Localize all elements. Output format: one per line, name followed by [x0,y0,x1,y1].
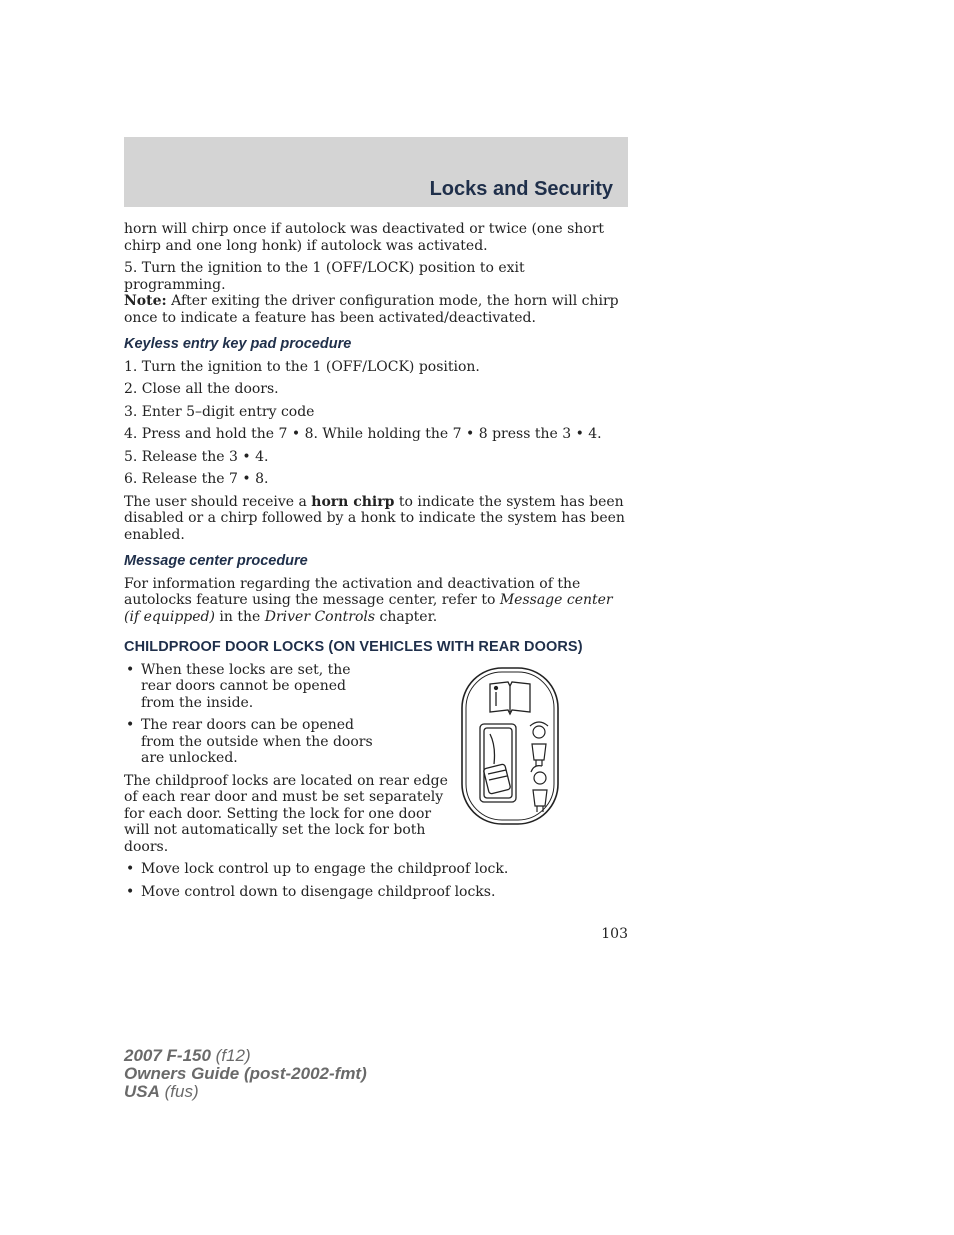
message-center-paragraph [124,576,628,626]
childproof-heading: CHILDPROOF DOOR LOCKS (ON VEHICLES WITH REAR DOORS) [124,639,583,655]
footer-model: 2007 F-150 [124,1046,211,1065]
keyless-result [124,494,628,544]
keyless-heading: Keyless entry key pad procedure [124,336,352,352]
child-locked-icon [531,765,547,811]
footer-market-code: (fus) [159,1082,199,1101]
note-text: After exiting the driver configuration mode, the horn will chirp once to indicate a feature has been activated/deactivated. [124,293,619,326]
mc-text-mid: in the [214,608,265,625]
document-footer [124,1047,367,1101]
child-unlocked-icon [530,722,548,766]
list-item: • Move control down to disengage childproof locks. [124,884,628,901]
section-title: Locks and Security [429,178,613,200]
horn-chirp-term: horn chirp [311,493,395,510]
childproof-lock-illustration [460,666,560,826]
footer-line-model [124,1047,367,1065]
list-item: • Move lock control up to engage the childproof lock. [124,861,628,878]
list-item: • The rear doors can be opened from the outside when the doors are unlocked. [124,717,379,767]
exit-programming-step [124,260,628,326]
footer-model-code: (f12) [210,1046,251,1065]
keyless-step: 5. Release the 3 • 4. [124,448,269,465]
list-item: • When these locks are set, the rear doors cannot be opened from the inside. [124,662,379,712]
page-body [124,221,628,906]
keyless-step: 6. Release the 7 • 8. [124,471,269,487]
keyless-step: 4. Press and hold the 7 • 8. While holding the 7 • 8 press the 3 • 4. [124,426,602,442]
childproof-bullets [124,662,379,767]
childproof-actions [124,861,628,900]
footer-guide-title: Owners Guide (post-2002-fmt) [124,1064,367,1083]
result-text-end: to indicate the system has been disabled or a chirp followed by a honk to indicate the system has been enabled. [124,493,625,543]
intro-paragraph: horn will chirp once if autolock was deactivated or twice (one short chirp and one long honk) if autolock was activated. [124,221,605,254]
driver-controls-reference: Driver Controls [264,608,376,625]
keyless-step: 1. Turn the ignition to the 1 (OFF/LOCK) position. [124,358,480,375]
message-center-heading: Message center procedure [124,553,308,569]
footer-line-market [124,1083,367,1101]
lock-lever-icon [480,724,516,802]
keyless-step: 3. Enter 5–digit entry code [124,403,315,420]
note-label: Note: [124,293,167,309]
page-number: 103 [601,926,628,942]
footer-market: USA [124,1082,160,1101]
owner-guide-book-icon [490,682,530,714]
message-center-reference: Message center (if equipped) [124,592,613,625]
section-header-band [124,137,628,207]
result-text-start: The user should receive a [124,493,312,510]
childproof-location-paragraph: The childproof locks are located on rear edge of each rear door and must be set separately for each door. Setting the lock for one door will not automatically set the lock for both doors. [124,772,448,855]
keyless-step: 2. Close all the doors. [124,381,279,397]
mc-text-start: For information regarding the activation and deactivation of the autolocks feature using the message center, refer to [124,575,581,608]
exit-step-text: 5. Turn the ignition to the 1 (OFF/LOCK) position to exit programming. [124,260,525,293]
mc-text-end: chapter. [375,608,438,625]
